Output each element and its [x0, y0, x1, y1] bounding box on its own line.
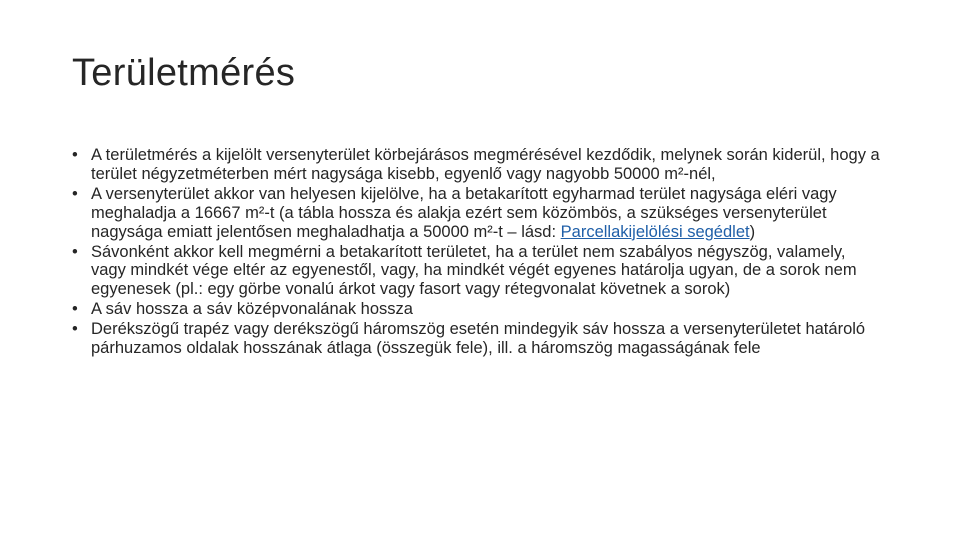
bullet-item: [72, 146, 882, 184]
bullet-marker: •: [72, 146, 78, 164]
bullet-item: [72, 320, 882, 358]
bullet-text: A területmérés a kijelölt versenyterület körbejárásos megmérésével kezdődik, melynek során kiderül, hogy a terület négyzetméterben mért nagysága kisebb, egyenlő vagy nagyobb 50000 m²-nél,: [91, 146, 880, 183]
bullet-text: A sáv hossza a sáv középvonalának hossza: [91, 300, 413, 319]
bullet-marker: •: [72, 184, 78, 203]
bullet-item: [72, 243, 882, 300]
bullet-marker: •: [72, 242, 78, 261]
parcellakijeloles-link[interactable]: Parcellakijelölési segédlet: [560, 222, 750, 241]
bullet-text-end: ): [749, 222, 756, 241]
bullet-text: A versenyterület akkor van helyesen kijelölve, ha a betakarított egyharmad terület nagysága eléri vagy meghaladja a 16667 m²-t (a tábla hossza és alakja ezért sem közömbös, a szükséges versenyterület nagysága emiatt jelentősen meghaladhatja a 50000 m²-t – lásd:: [91, 184, 837, 241]
bullet-text: Sávonként akkor kell megmérni a betakarított területet, ha a terület nem szabályos négyszög, valamely, vagy mindkét vége eltér az egyenestől, vagy, ha mindkét végét egyenes határolja ugyan, de a sorok nem egyenesek (pl.: egy görbe vonalú árkot vagy fasort vagy rétegvonalat követnek a sorok): [91, 242, 857, 299]
bullet-list: [72, 146, 882, 359]
bullet-item: [72, 185, 882, 242]
bullet-item: [72, 300, 882, 319]
bullet-marker: •: [72, 300, 78, 319]
slide-title: Területmérés: [72, 52, 296, 94]
bullet-marker: •: [72, 320, 78, 339]
bullet-text: Derékszögű trapéz vagy derékszögű háromszög esetén mindegyik sáv hossza a versenyterületet határoló párhuzamos oldalak hosszának átlaga (összegük fele), ill. a háromszög magasságának fele: [91, 320, 866, 358]
